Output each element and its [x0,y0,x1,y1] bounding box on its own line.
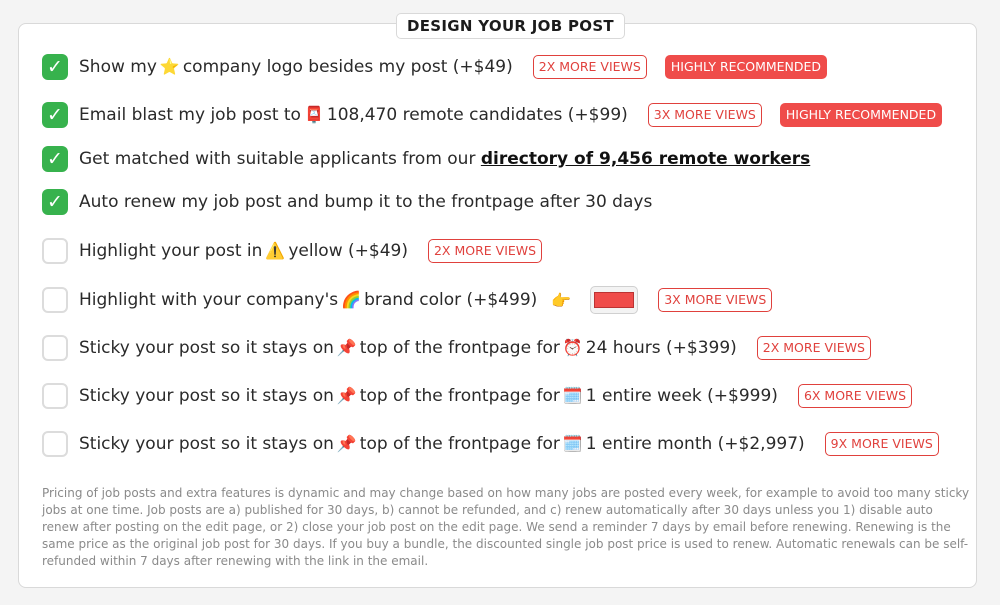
directory-link[interactable]: directory of 9,456 remote workers [480,149,811,169]
views-tag: 2X MORE VIEWS [428,239,542,263]
views-tag: 3X MORE VIEWS [658,288,772,312]
brand-color-swatch [594,292,634,308]
checkbox-unchecked[interactable] [42,383,68,409]
alarm-clock-icon: ⏰ [562,338,583,357]
option-sticky-month[interactable] [42,431,939,457]
pushpin-icon: 📌 [336,386,357,405]
option-sticky-week[interactable] [42,383,912,409]
option-label: Get matched with suitable applicants from our directory of 9,456 remote workers [79,149,811,169]
checkbox-unchecked[interactable] [42,431,68,457]
pricing-footnote: Pricing of job posts and extra features is dynamic and may change based on how many jobs are posted every week, for example to avoid too many sticky jobs at one time. Job posts are a) published for 30 days, b) cannot be refunded, and c) renew automatically after 30 days unless you 1) disable auto renew after posting on the edit page, or 2) close your job post on the edit page. We send a reminder 7 days by email before renewing. Renewing is the same price as the original job post for 30 days. If you buy a bundle, the discounted single job post price is used to renew. Automatic renewals can be self-refunded within 7 days after renewing with the link in the email. [42,486,970,568]
option-label: Show my ⭐ company logo besides my post (+$49) [79,57,513,77]
option-label: Sticky your post so it stays on 📌 top of the frontpage for ⏰ 24 hours (+$399) [79,338,737,358]
checkbox-checked-icon[interactable]: ✓ [42,146,68,172]
option-auto-renew[interactable] [42,189,652,215]
calendar-icon: 🗓️ [562,386,583,405]
option-brand-color[interactable] [42,286,772,314]
brand-color-picker[interactable] [590,286,638,314]
checkbox-unchecked[interactable] [42,335,68,361]
option-sticky-24h[interactable] [42,335,871,361]
calendar-icon: 🗓️ [562,434,583,453]
views-tag: 9X MORE VIEWS [825,432,939,456]
panel-title: DESIGN YOUR JOB POST [396,13,625,39]
views-tag: 3X MORE VIEWS [648,103,762,127]
star-icon: ⭐ [159,57,180,76]
pointing-hand-icon: 👉 [551,290,572,310]
views-tag: 2X MORE VIEWS [757,336,871,360]
recommended-badge: HIGHLY RECOMMENDED [780,103,942,127]
option-matched-applicants[interactable] [42,146,810,172]
checkbox-checked-icon[interactable]: ✓ [42,102,68,128]
option-label: Email blast my job post to 📮 108,470 remote candidates (+$99) [79,105,628,125]
rainbow-icon: 🌈 [341,290,362,309]
mailbox-icon: 📮 [303,105,324,124]
option-highlight-yellow[interactable] [42,238,542,264]
checkbox-checked-icon[interactable]: ✓ [42,189,68,215]
checkbox-unchecked[interactable] [42,238,68,264]
option-label: Sticky your post so it stays on 📌 top of the frontpage for 🗓️ 1 entire week (+$999) [79,386,778,406]
option-label: Highlight with your company's 🌈 brand color (+$499) [79,290,538,310]
views-tag: 2X MORE VIEWS [533,55,647,79]
checkbox-unchecked[interactable] [42,287,68,313]
warning-icon: ⚠️ [265,241,286,260]
recommended-badge: HIGHLY RECOMMENDED [665,55,827,79]
pushpin-icon: 📌 [336,434,357,453]
option-label: Auto renew my job post and bump it to the frontpage after 30 days [79,192,653,212]
checkbox-checked-icon[interactable]: ✓ [42,54,68,80]
option-email-blast[interactable] [42,102,942,128]
option-company-logo[interactable] [42,54,827,80]
option-label: Sticky your post so it stays on 📌 top of the frontpage for 🗓️ 1 entire month (+$2,997) [79,434,805,454]
option-label: Highlight your post in ⚠️ yellow (+$49) [79,241,408,261]
pushpin-icon: 📌 [336,338,357,357]
views-tag: 6X MORE VIEWS [798,384,912,408]
